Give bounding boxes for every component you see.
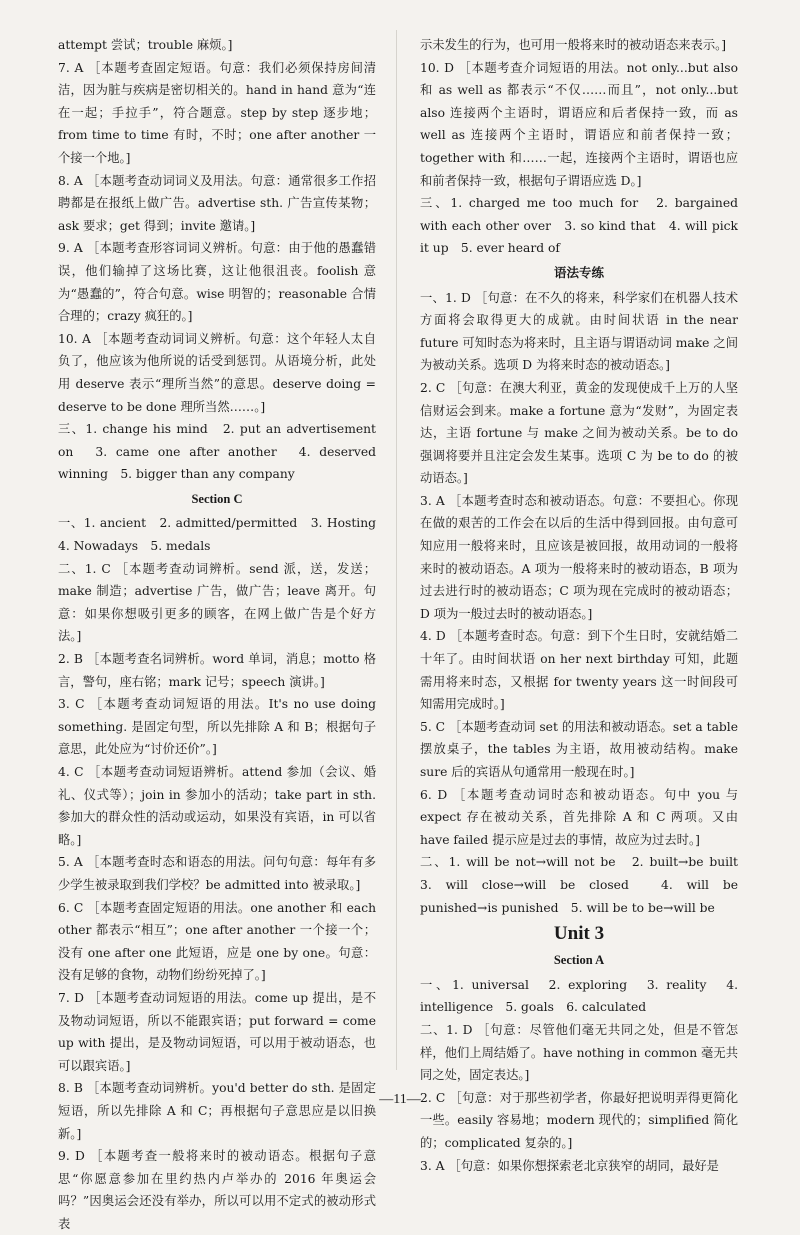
answer-paragraph: 6. C ［本题考查固定短语的用法。one another 和 each other 都表示“相互”；one after another 一个接一个；没有 one after one 此短语，应是 one by one。句意：没有足够的食物，动物们纷纷死掉了。] (58, 900, 376, 983)
grammar-practice-heading: 语法专练 (553, 265, 604, 280)
answer-paragraph: 示未发生的行为，也可用一般将来时的被动语态来表示。] (420, 38, 727, 52)
answer-paragraph: 6. D ［本题考查动词时态和被动语态。句中 you 与 expect 存在被动关系，首先排除 A 和 C 两项。又由 have failed 提示应是过去的事情，故应为过去时。] (420, 787, 738, 847)
answer-paragraph: 5. A ［本题考查时态和语态的用法。问句句意：每年有多少学生被录取到我们学校？be admitted into 被录取。] (58, 855, 376, 892)
answer-paragraph: 9. A ［本题考查形容词词义辨析。句意：由于他的愚蠢错误，他们输掉了这场比赛，这让他很沮丧。foolish 意为“愚蠢的”，符合句意。wise 明智的；reasonable 合情合理的；crazy 疯狂的。] (58, 241, 376, 324)
answer-paragraph: 5. C ［本题考查动词 set 的用法和被动语态。set a table 摆放桌子，the tables 为主语，故用被动结构。make sure 后的宾语从句通常用一般现在时。] (420, 719, 738, 779)
answer-paragraph: 二、1. C ［本题考查动词辨析。send 派，送，发送；make 制造；advertise 广告，做广告；leave 离开。句意：如果你想吸引更多的顾客，在网上做广告是个好方法。] (58, 561, 376, 644)
answer-paragraph: 7. A ［本题考查固定短语。句意：我们必须保持房间清洁，因为脏与疾病是密切相关的。hand in hand 意为“连在一起；手拉手”，符合题意。step by step 逐步地；from time to time 有时，不时；one after another 一个接一个地。] (58, 60, 376, 165)
answer-paragraph: 一、1. ancient 2. admitted/permitted 3. Hosting 4. Nowadays 5. medals (58, 516, 389, 554)
answer-paragraph: 一、1. universal 2. exploring 3. reality 4. intelligence 5. goals 6. calculated (420, 977, 738, 1015)
column-divider (396, 30, 397, 1070)
answer-paragraph: 2. C ［句意：在澳大利亚，黄金的发现使成千上万的人坚信财运会到来。make a fortune 意为“发财”，为固定表达，主语 fortune 与 make 之间为被动关系。be to do 强调将要并且注定会发生某事。选项 C 为 be to do 的被动语态。] (420, 380, 738, 486)
answer-paragraph: 3. A ［本题考查时态和被动语态。句意：不要担心。你现在做的艰苦的工作会在以后的生活中得到回报。由句意可知应用一般将来时，且应该是被回报，故用动词的一般将来时的被动语态。A 项为一般将来时的被动语态，B 项为过去进行时的被动语态；C 项为现在完成时的被动语态；D 项为一般过去时的被动语态。] (420, 493, 738, 621)
answer-paragraph: 7. D ［本题考查动词短语的用法。come up 提出，是不及物动词短语，所以不能跟宾语；put forward = come up with 提出，是及物动词短语，可以用于被动语态，也可以跟宾语。] (58, 990, 376, 1073)
answer-paragraph: 8. B ［本题考查动词辨析。you'd better do sth. 是固定短语，所以先排除 A 和 C；再根据句子意思应是以旧换新。] (58, 1081, 376, 1141)
answer-paragraph: 10. A ［本题考查动词词义辨析。句意：这个年轻人太自负了，他应该为他所说的话受到惩罚。从语境分析，此处用 deserve 表示“理所当然”的意思。deserve doing = deserve to be done 理所当然……。] (58, 331, 376, 414)
answer-paragraph: attempt 尝试；trouble 麻烦。] (58, 38, 233, 52)
answer-paragraph: 4. D ［本题考查时态。句意：到下个生日时，安就结婚二十年了。由时间状语 on her next birthday 可知，此题需用将来时态，又根据 for twenty years 这一时间段可知需用完成时。] (420, 629, 738, 712)
left-column (58, 34, 389, 1235)
answer-paragraph: 3. C ［本题考查动词短语的用法。It's no use doing something. 是固定句型，所以先排除 A 和 B；根据句子意思，此处应为“讨价还价”。] (58, 697, 376, 757)
answer-paragraph: 三、1. charged me too much for 2. bargained with each other over 3. so kind that 4. will pick it up 5. ever heard of (420, 196, 738, 256)
answer-paragraph: 2. B ［本题考查名词辨析。word 单词，消息；motto 格言，警句，座右铭；mark 记号；speech 演讲。] (58, 652, 376, 689)
right-column (420, 34, 751, 1177)
answer-paragraph: 4. C ［本题考查动词短语辨析。attend 参加（会议、婚礼、仪式等）；join in 参加小的活动；take part in sth. 参加大的群众性的活动或运动，如果没有宾语，in 可以省略。] (58, 765, 376, 847)
answer-paragraph: 三、1. change his mind 2. put an advertisement on 3. came one after another 4. deserved winning 5. bigger than any company (58, 422, 376, 482)
answer-paragraph: 8. A ［本题考查动词词义及用法。句意：通常很多工作招聘都是在报纸上做广告。advertise sth. 广告宣传某物；ask 要求；get 得到；invite 邀请。] (58, 173, 376, 233)
section-c-heading: Section C (191, 491, 243, 506)
answer-paragraph: 2. C ［句意：对于那些初学者，你最好把说明弄得更简化一些。easily 容易地；modern 现代的；simplified 简化的；complicated 复杂的。] (420, 1090, 738, 1150)
answer-paragraph: 9. D ［本题考查一般将来时的被动语态。根据句子意思“你愿意参加在里约热内卢举办的 2016 年奥运会吗？”因奥运会还没有举办，所以可以用不定式的被动形式表 (58, 1149, 376, 1231)
answer-paragraph: 二、1. D ［句意：尽管他们毫无共同之处，但是不管怎样，他们上周结婚了。have nothing in common 毫无共同之处，固定表达。] (420, 1022, 738, 1083)
page-number: —11— (379, 1092, 421, 1107)
unit-heading: Unit 3 (553, 923, 605, 945)
section-a-heading: Section A (553, 953, 605, 968)
answer-paragraph: 一、1. D ［句意：在不久的将来，科学家们在机器人技术方面将会取得更大的成就。由时间状语 in the near future 可知时态为将来时，且主语与谓语动词 make 之间为被动关系。选项 D 为将来时态的被动语态。] (420, 290, 738, 373)
answer-paragraph: 10. D ［本题考查介词短语的用法。not only...but also 和 as well as 都表示“不仅……而且”，not only...but also 连接两个主语时，谓语应和后者保持一致，而 as well as 连接两个主语时，谓语应和前者保持一致；together with 和……一起，连接两个主语时，谓语也应和前者保持一致，根据句子谓语应选 D。] (420, 60, 738, 188)
answer-paragraph: 二、1. will be not→will not be 2. built→be built 3. will close→will be closed 4. will be punished→is punished 5. will be to be→will be (420, 855, 751, 915)
answer-paragraph: 3. A ［句意：如果你想探索老北京狭窄的胡同，最好是 (420, 1158, 719, 1173)
